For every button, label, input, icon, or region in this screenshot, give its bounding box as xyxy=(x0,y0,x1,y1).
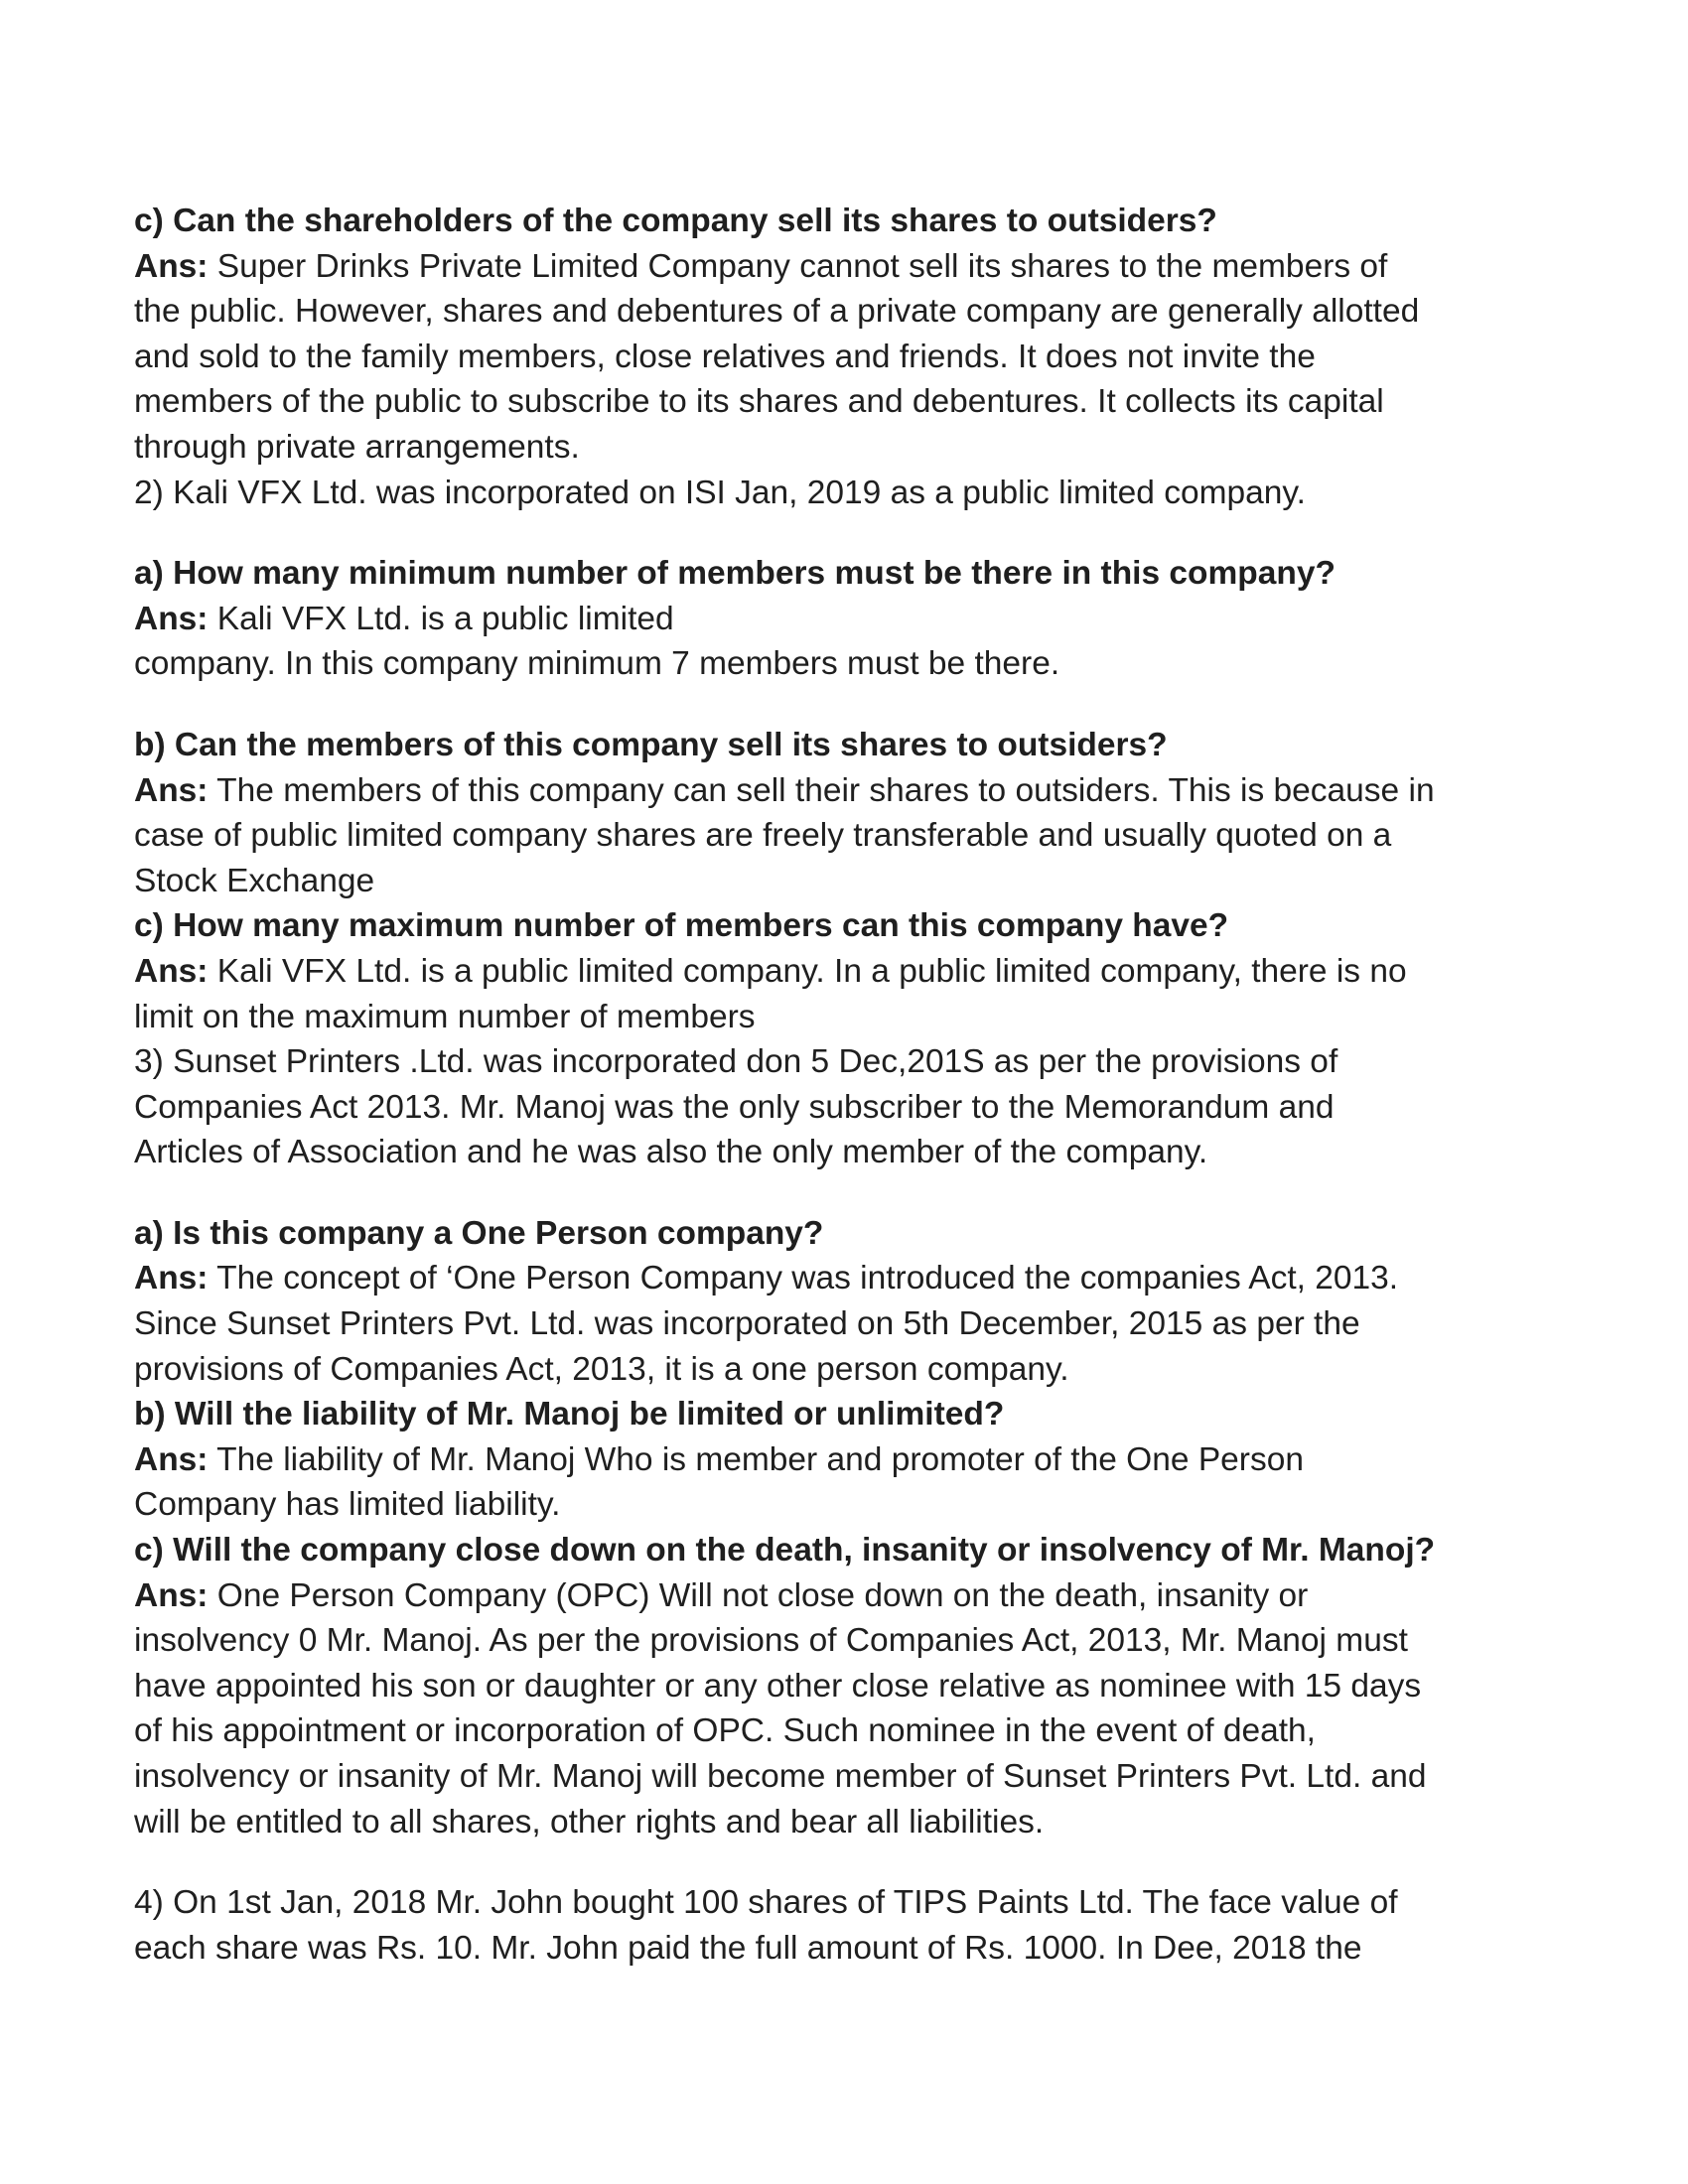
paragraph-line: Companies Act 2013. Mr. Manoj was the only subscriber to the Memorandum and xyxy=(134,1088,1335,1126)
paragraph-line: Articles of Association and he was also the only member of the company. xyxy=(134,1134,1208,1171)
answer-text: One Person Company (OPC) Will not close down on the death, insanity or xyxy=(208,1576,1309,1614)
answer-text: Kali VFX Ltd. is a public limited xyxy=(208,600,674,637)
answer-text: The concept of ‘One Person Company was introduced the companies Act, 2013. xyxy=(208,1260,1399,1297)
answer-line: have appointed his son or daughter or any other close relative as nominee with 15 days xyxy=(134,1667,1422,1705)
answer-line: the public. However, shares and debentures of a private company are generally allotted xyxy=(134,293,1420,331)
answer-first-line xyxy=(134,597,1564,642)
paragraph-gap xyxy=(134,687,1564,723)
answer-first-line xyxy=(134,949,1564,995)
answer-text: The members of this company can sell their shares to outsiders. This is because in xyxy=(208,771,1435,809)
answer-prefix: Ans: xyxy=(134,952,209,990)
question-line: b) Will the liability of Mr. Manoj be limited or unlimited? xyxy=(134,1396,1005,1433)
answer-first-line xyxy=(134,768,1564,814)
answer-line: insolvency 0 Mr. Manoj. As per the provisions of Companies Act, 2013, Mr. Manoj must xyxy=(134,1622,1408,1660)
answer-line: case of public limited company shares are freely transferable and usually quoted on a xyxy=(134,817,1392,855)
paragraph-line: each share was Rs. 10. Mr. John paid the full amount of Rs. 1000. In Dee, 2018 the xyxy=(134,1929,1362,1967)
answer-line: Stock Exchange xyxy=(134,862,375,899)
question-line: b) Can the members of this company sell its shares to outsiders? xyxy=(134,726,1168,763)
answer-first-line xyxy=(134,1573,1564,1619)
answer-prefix: Ans: xyxy=(134,247,209,285)
answer-line: Since Sunset Printers Pvt. Ltd. was incorporated on 5th December, 2015 as per the xyxy=(134,1305,1360,1343)
question-line: c) How many maximum number of members can this company have? xyxy=(134,907,1229,945)
question-line: c) Can the shareholders of the company sell its shares to outsiders? xyxy=(134,203,1217,239)
answer-prefix: Ans: xyxy=(134,1260,209,1297)
question-line: a) How many minimum number of members must be there in this company? xyxy=(134,555,1336,593)
paragraph-line: 3) Sunset Printers .Ltd. was incorporated don 5 Dec,201S as per the provisions of xyxy=(134,1043,1338,1081)
paragraph-line: 4) On 1st Jan, 2018 Mr. John bought 100 shares of TIPS Paints Ltd. The face value of xyxy=(134,1884,1398,1922)
answer-line: members of the public to subscribe to its shares and debentures. It collects its capital xyxy=(134,383,1384,421)
answer-line: and sold to the family members, close relatives and friends. It does not invite the xyxy=(134,338,1316,375)
answer-line: will be entitled to all shares, other rights and bear all liabilities. xyxy=(134,1803,1045,1841)
answer-line: limit on the maximum number of members xyxy=(134,998,756,1035)
answer-prefix: Ans: xyxy=(134,600,209,637)
question-line: c) Will the company close down on the death, insanity or insolvency of Mr. Manoj? xyxy=(134,1532,1436,1570)
answer-first-line xyxy=(134,1256,1564,1301)
document-page xyxy=(134,199,1564,1971)
answer-text: Kali VFX Ltd. is a public limited company. In a public limited company, there is no xyxy=(208,952,1407,990)
answer-prefix: Ans: xyxy=(134,1576,209,1614)
paragraph-gap xyxy=(134,1175,1564,1211)
answer-first-line xyxy=(134,1437,1564,1483)
answer-prefix: Ans: xyxy=(134,771,209,809)
question-line: a) Is this company a One Person company? xyxy=(134,1214,824,1252)
answer-text: Super Drinks Private Limited Company cannot sell its shares to the members of xyxy=(208,247,1388,285)
paragraph-gap xyxy=(134,515,1564,551)
paragraph-line: 2) Kali VFX Ltd. was incorporated on ISI Jan, 2019 as a public limited company. xyxy=(134,474,1306,511)
answer-line: Company has limited liability. xyxy=(134,1486,561,1524)
answer-text: The liability of Mr. Manoj Who is member and promoter of the One Person xyxy=(208,1440,1304,1478)
answer-prefix: Ans: xyxy=(134,1440,209,1478)
answer-line: of his appointment or incorporation of OPC. Such nominee in the event of death, xyxy=(134,1712,1316,1750)
answer-line: provisions of Companies Act, 2013, it is a one person company. xyxy=(134,1350,1069,1388)
answer-first-line xyxy=(134,244,1564,290)
answer-line: company. In this company minimum 7 members must be there. xyxy=(134,645,1060,683)
answer-line: insolvency or insanity of Mr. Manoj will become member of Sunset Printers Pvt. Ltd. and xyxy=(134,1758,1427,1795)
answer-line: through private arrangements. xyxy=(134,428,580,466)
paragraph-gap xyxy=(134,1844,1564,1880)
